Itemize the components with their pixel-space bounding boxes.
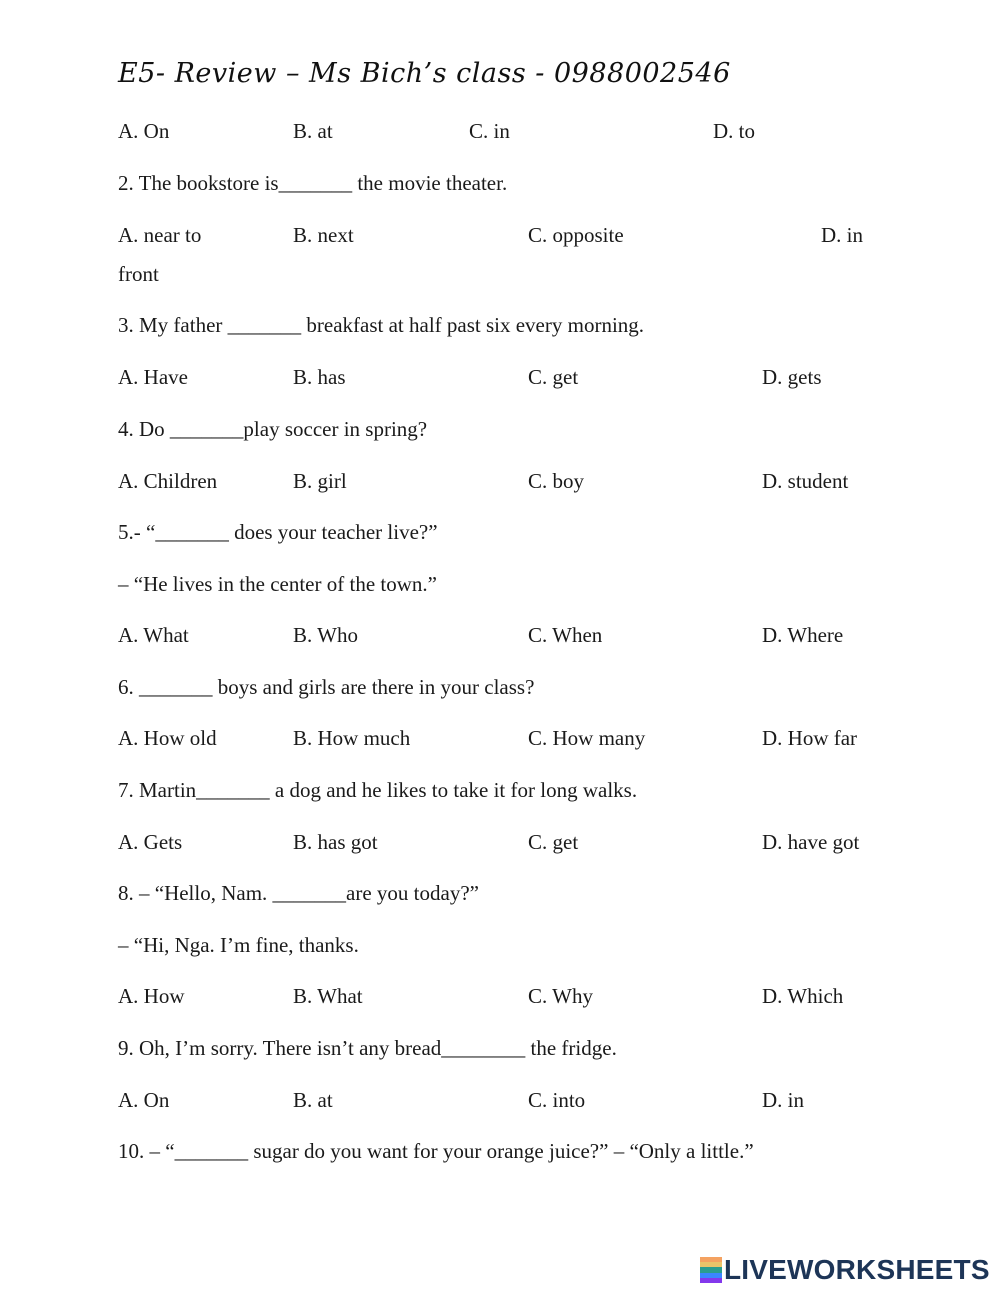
logo-stripe-5 [700, 1278, 722, 1283]
q3-option-b[interactable]: B. has [293, 365, 346, 389]
q1-option-b[interactable]: B. at [293, 119, 333, 143]
question-2: 2. The bookstore is_______ the movie theater. [118, 171, 508, 195]
q5-option-c[interactable]: C. When [528, 623, 603, 647]
question-9: 9. Oh, I’m sorry. There isn’t any bread________ the fridge. [118, 1036, 617, 1060]
liveworksheets-logo[interactable] [700, 1255, 990, 1285]
question-6: 6. _______ boys and girls are there in your class? [118, 675, 535, 699]
q9-option-c[interactable]: C. into [528, 1088, 586, 1112]
q7-option-c[interactable]: C. get [528, 830, 579, 854]
q4-option-d[interactable]: D. student [762, 469, 849, 493]
q2-option-d[interactable]: D. in [821, 223, 863, 247]
question-8-reply: – “Hi, Nga. I’m fine, thanks. [118, 933, 359, 957]
q6-option-c[interactable]: C. How many [528, 726, 646, 750]
liveworksheets-logo-text: LIVEWORKSHEETS [724, 1254, 990, 1285]
question-5: 5.- “_______ does your teacher live?” [118, 520, 438, 544]
q8-option-a[interactable]: A. How [118, 984, 185, 1008]
q6-option-b[interactable]: B. How much [293, 726, 411, 750]
q1-option-c[interactable]: C. in [469, 119, 510, 143]
q5-option-a[interactable]: A. What [118, 623, 189, 647]
q5-option-b[interactable]: B. Who [293, 623, 358, 647]
q2-option-c[interactable]: C. opposite [528, 223, 624, 247]
worksheet-title: E5- Review – Ms Bich’s class - 0988002546 [118, 58, 731, 89]
q3-option-c[interactable]: C. get [528, 365, 579, 389]
q9-option-a[interactable]: A. On [118, 1088, 170, 1112]
q2-option-b[interactable]: B. next [293, 223, 354, 247]
q3-option-d[interactable]: D. gets [762, 365, 822, 389]
q2-option-a[interactable]: A. near to [118, 223, 202, 247]
q8-option-d[interactable]: D. Which [762, 984, 844, 1008]
q5-option-d[interactable]: D. Where [762, 623, 844, 647]
q1-option-d[interactable]: D. to [713, 119, 755, 143]
q2-option-d-wrap: front [118, 262, 159, 286]
question-7: 7. Martin_______ a dog and he likes to take it for long walks. [118, 778, 638, 802]
q1-option-a[interactable]: A. On [118, 119, 170, 143]
q3-option-a[interactable]: A. Have [118, 365, 188, 389]
q7-option-b[interactable]: B. has got [293, 830, 378, 854]
q7-option-a[interactable]: A. Gets [118, 830, 183, 854]
question-5-reply: – “He lives in the center of the town.” [118, 572, 437, 596]
q6-option-a[interactable]: A. How old [118, 726, 217, 750]
q7-option-d[interactable]: D. have got [762, 830, 860, 854]
liveworksheets-logo-icon [700, 1257, 722, 1283]
q8-option-b[interactable]: B. What [293, 984, 363, 1008]
q9-option-b[interactable]: B. at [293, 1088, 333, 1112]
question-8: 8. – “Hello, Nam. _______are you today?” [118, 881, 479, 905]
q8-option-c[interactable]: C. Why [528, 984, 593, 1008]
question-10: 10. – “_______ sugar do you want for your orange juice?” – “Only a little.” [118, 1139, 754, 1163]
q9-option-d[interactable]: D. in [762, 1088, 804, 1112]
q4-option-c[interactable]: C. boy [528, 469, 585, 493]
q4-option-a[interactable]: A. Children [118, 469, 218, 493]
question-3: 3. My father _______ breakfast at half past six every morning. [118, 313, 645, 337]
q6-option-d[interactable]: D. How far [762, 726, 858, 750]
question-4: 4. Do _______play soccer in spring? [118, 417, 428, 441]
q4-option-b[interactable]: B. girl [293, 469, 347, 493]
